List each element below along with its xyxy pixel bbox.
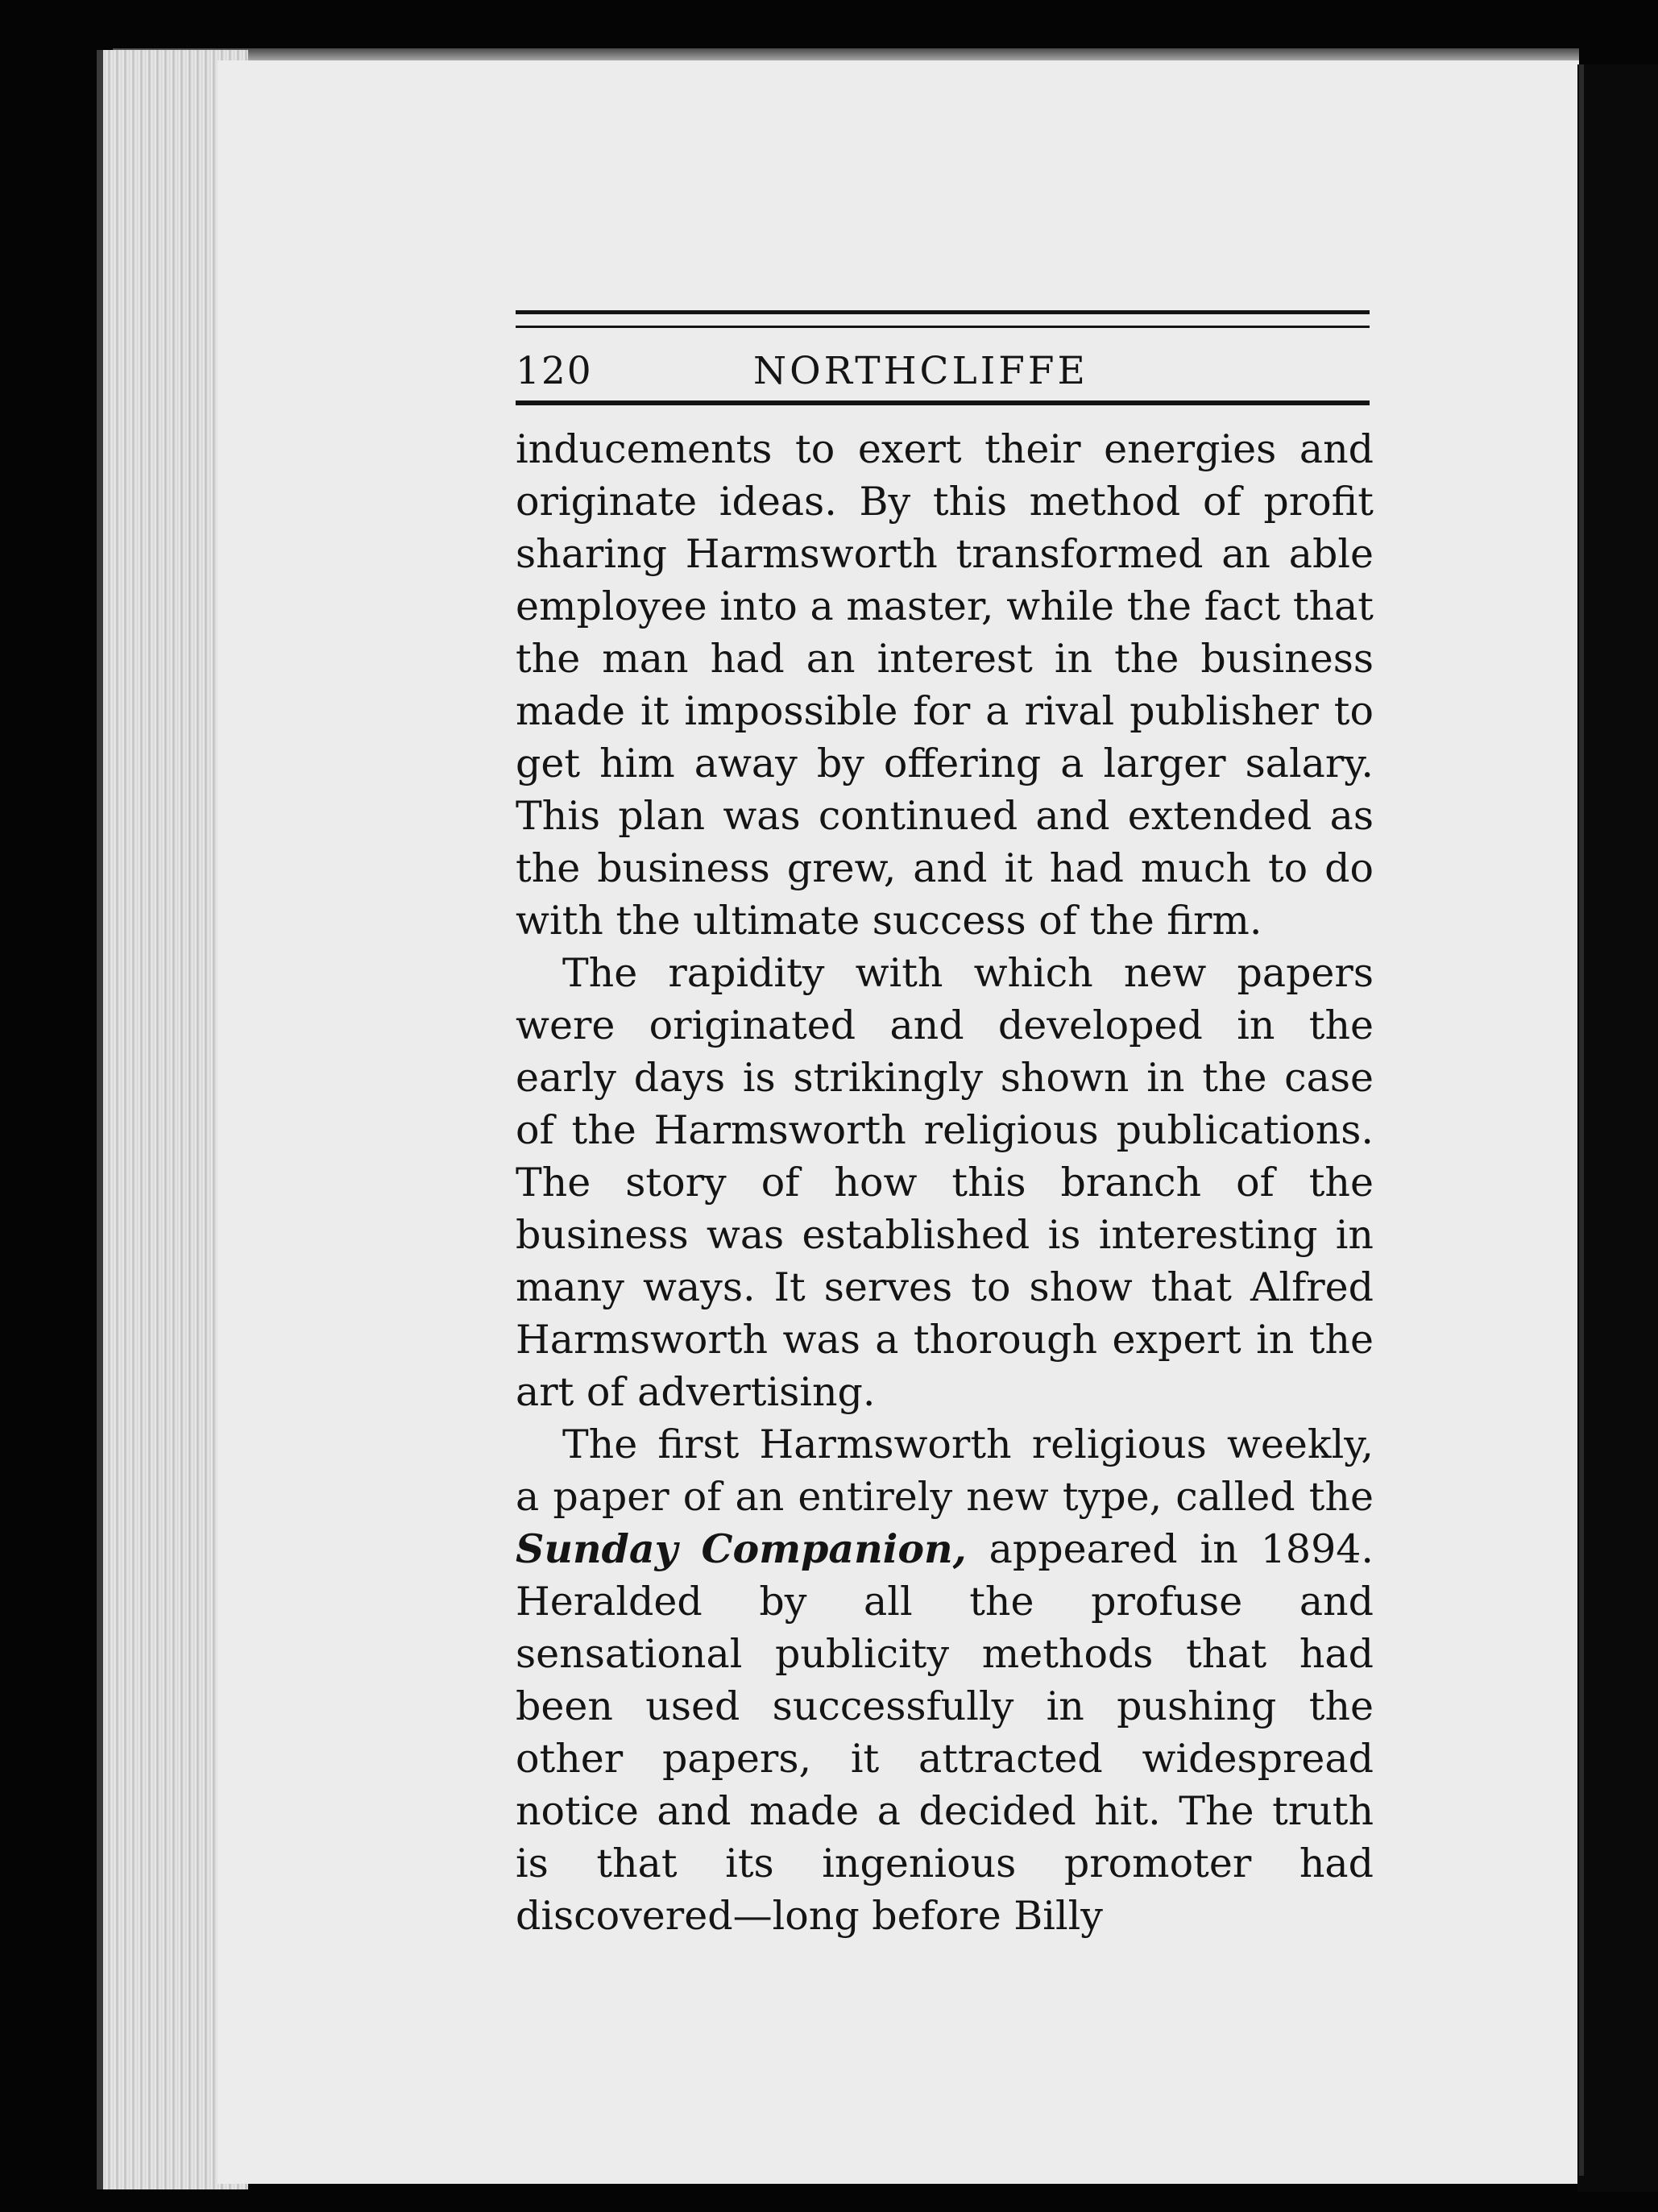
paragraph-2: The rapidity with which new papers were originated and developed in the early days is strikingly shown in the case of the Harmsworth religious publications. The story of how this branch of the business was established is interesting in many ways. It serves to show that Alfred Harmsworth was a thorough expert in the art of advertising. <box>516 950 1374 1415</box>
paragraph-1: inducements to exert their energies and originate ideas. By this method of profit sharing Harmsworth transformed an able employee into a master, while the fact that the man had an interest in the business made it impossible for a rival publisher to get him away by offering a larger salary. This plan was continued and extended as the business grew, and it had much to do with the ultimate success of the firm. <box>516 426 1374 944</box>
paragraph-3-end: appeared in 1894. Heralded by all the profuse and sensational publicity methods that had been used successfully in pushing the other papers, it attracted widespread notice and made a decided hit. The truth is that its ingenious promoter had discovered—long before Billy <box>516 1526 1374 1939</box>
right-binding-edge <box>1577 64 1658 2192</box>
header-double-rule <box>516 310 1370 328</box>
publication-title: Sunday Companion, <box>516 1525 967 1572</box>
header-rule <box>516 400 1370 405</box>
right-page-line <box>1579 64 1584 2176</box>
text-block <box>516 310 1374 1942</box>
paragraph-3 <box>516 1418 1374 1942</box>
running-head <box>516 346 1374 397</box>
page-number: 120 <box>516 349 593 393</box>
running-title: NORTHCLIFFE <box>753 349 1088 393</box>
paragraph-3-start: The first Harmsworth religious weekly, a paper of an entirely new type, called the <box>516 1421 1374 1520</box>
